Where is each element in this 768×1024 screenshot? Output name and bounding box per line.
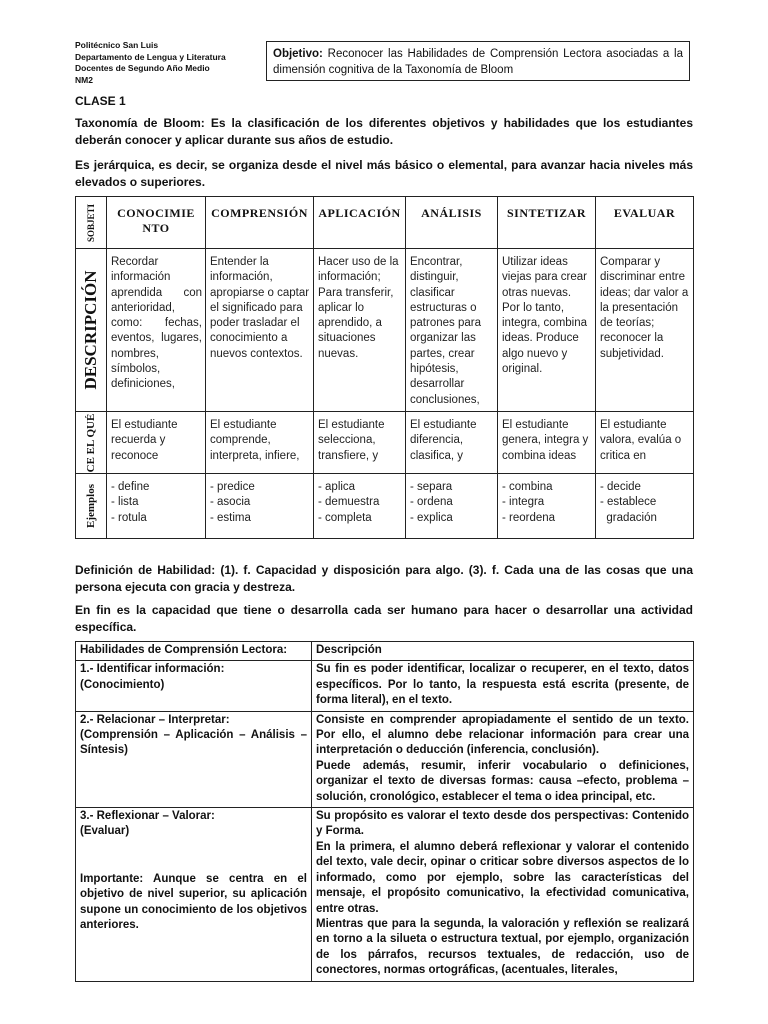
skills-header-row (76, 642, 694, 661)
skill-description: Su fin es poder identificar, localizar o recuperer, en el texto, datos específicos. Por lo tanto, la respuesta está escrita (presente, de forma literal), en el texto. (312, 661, 694, 711)
examples-cell: - decide - establece gradación (596, 474, 694, 539)
action-cell: El estudiante recuerda y reconoce (107, 412, 206, 474)
level-code: NM2 (75, 74, 93, 85)
row-label-objetivos: SOBJETI (76, 197, 107, 249)
skill-level: (Conocimiento) (80, 678, 165, 691)
col-sintetizar: SINTETIZAR (498, 197, 596, 249)
examples-cell: - predice - asocia - estima (206, 474, 314, 539)
habilidad-definition (75, 562, 693, 596)
hierarchy-paragraph: Es jerárquica, es decir, se organiza desde el nivel más básico o elemental, para avanzar hacia niveles más elevados o superiores. (75, 158, 693, 189)
skill-name: 1.- Identificar información: (80, 663, 225, 676)
skill-name: 2.- Relacionar – Interpretar: (80, 713, 230, 726)
skill-level: (Evaluar) (80, 825, 130, 838)
skill-description: Consiste en comprender apropiadamente el sentido de un texto. Por ello, el alumno debe relacionar información para crear una interpretación o deducción (inferencia, conclusión). Puede además, resumir, inferir vocabulario o definiciones, organizar el texto de diversas formas: causa –efecto, problema – solución, cronológico, establecer el tema o idea principal, etc. (312, 711, 694, 807)
skills-header: Habilidades de Comprensión Lectora: (76, 642, 312, 661)
col-aplicacion: APLICACIÓN (314, 197, 406, 249)
bloom-description-row (76, 249, 694, 412)
habilidad-definition-text: (1). f. Capacidad y disposición para algo. (3). f. Cada una de las cosas que una persona ejecuta con gracia y destreza. (75, 563, 693, 594)
description-cell: Hacer uso de la información; Para transferir, aplicar lo aprendido, a situaciones nuevas. (314, 249, 406, 412)
description-cell: Comparar y discriminar entre ideas; dar valor a la presentación de teorías; reconocer la subjetividad. (596, 249, 694, 412)
bloom-taxonomy-table (75, 196, 694, 539)
col-analisis: ANÁLISIS (406, 197, 498, 249)
row-label-que-hace: CE EL QUÉ (76, 412, 107, 474)
skill-note: Importante: Aunque se centra en el objetivo de nivel superior, su aplicación supone un conocimiento de los objetivos anteriores. (80, 872, 307, 932)
bloom-definition-text: Es la clasificación de los diferentes objetivos y habilidades que los estudiantes deberán conocer y aplicar durante sus años de estudio. (75, 116, 694, 147)
description-cell: Encontrar, distinguir, clasificar estructuras o patrones para organizar las partes, crear hipótesis, desarrollar conclusiones, (406, 249, 498, 412)
objective-text: Reconocer las Habilidades de Comprensión Lectora asociadas a la dimensión cognitiva de la Taxonomía de Bloom (273, 48, 683, 76)
action-cell: El estudiante comprende, interpreta, infiere, (206, 412, 314, 474)
skill-level: (Comprensión – Aplicación – Análisis – Síntesis) (80, 729, 307, 757)
examples-cell: - separa - ordena - explica (406, 474, 498, 539)
reading-skills-table (75, 641, 694, 982)
examples-cell: - define - lista - rotula (107, 474, 206, 539)
skill-row-identificar (76, 661, 694, 711)
habilidad-term: Definición de Habilidad: (75, 563, 216, 577)
school-name: Politécnico San Luis (75, 40, 159, 50)
description-header: Descripción (312, 642, 694, 661)
objective-label: Objetivo: (273, 48, 323, 60)
action-cell: El estudiante selecciona, transfiere, y (314, 412, 406, 474)
bloom-header-row (76, 197, 694, 249)
action-cell: El estudiante diferencia, clasifica, y (406, 412, 498, 474)
description-cell: Utilizar ideas viejas para crear otras nuevas. Por lo tanto, integra, combina ideas. Produce algo nuevo y original. (498, 249, 596, 412)
skill-row-relacionar (76, 711, 694, 807)
action-cell: El estudiante valora, evalúa o critica en (596, 412, 694, 474)
class-title: CLASE 1 (75, 94, 126, 108)
bloom-definition (75, 115, 693, 149)
habilidad-paragraph: En fin es la capacidad que tiene o desarrolla cada ser humano para hacer o desarrollar una actividad específica. (75, 603, 693, 634)
bloom-action-row (76, 412, 694, 474)
examples-cell: - combina - integra - reordena (498, 474, 596, 539)
department-name: Departamento de Lengua y Literatura (75, 51, 226, 62)
skill-name: 3.- Reflexionar – Valorar: (80, 810, 215, 823)
action-cell: El estudiante genera, integra y combina ideas (498, 412, 596, 474)
bloom-term: Taxonomía de Bloom: (75, 116, 205, 130)
skill-description: Su propósito es valorar el texto desde dos perspectivas: Contenido y Forma. En la primera, el alumno deberá reflexionar y valorar el contenido del texto, vale decir, opinar o criticar sobre diversos aspectos de lo informado, como por ejemplo, sobre las características del mensaje, el propósito comunicativo, la efectividad comunicativa, entre otras. Mientras que para la segunda, la valoración y reflexión se realizará en torno a la silueta o estructura textual, por ejemplo, organización de los párrafos, recursos textuales, de redacción, uso de conectores, normas ortográficas, (acentuales, literales, (312, 808, 694, 981)
school-header (75, 40, 226, 86)
col-conocimiento: CONOCIMIENTO (107, 197, 206, 249)
row-label-descripcion: DESCRIPCIÓN (76, 249, 107, 412)
description-cell: Entender la información, apropiarse o captar el significado para poder trasladar el conocimiento a nuevos contextos. (206, 249, 314, 412)
col-comprension: COMPRENSIÓN (206, 197, 314, 249)
col-evaluar: EVALUAR (596, 197, 694, 249)
skill-row-reflexionar (76, 808, 694, 981)
objective-box (266, 41, 690, 81)
bloom-examples-row (76, 474, 694, 539)
description-cell: Recordar información aprendida con anterioridad, como: fechas, eventos, lugares, nombres, símbolos, definiciones, (107, 249, 206, 412)
examples-cell: - aplica - demuestra - completa (314, 474, 406, 539)
teachers-line: Docentes de Segundo Año Medio (75, 63, 210, 73)
row-label-ejemplos: Ejemplos (76, 474, 107, 539)
